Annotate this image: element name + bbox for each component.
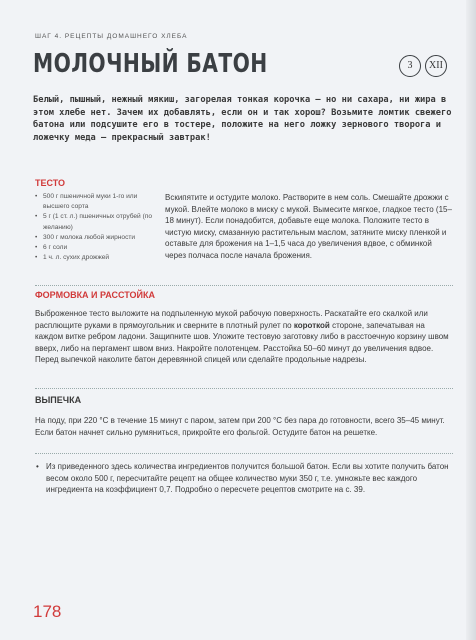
list-item: • 6 г соли [35, 243, 155, 253]
recipe-title: МОЛОЧНЫЙ БАТОН [33, 49, 268, 79]
difficulty-badge: 3 [399, 55, 421, 77]
dough-heading: ТЕСТО [35, 178, 66, 188]
ingredient-list [35, 192, 155, 263]
page-number: 178 [33, 602, 62, 621]
baking-heading: ВЫПЕЧКА [35, 395, 82, 405]
shaping-text: Выброженное тесто выложите на подпыленную мукой рабочую поверхность. Раскатайте его скалкой или расплющите руками в прямоугольник и сверните в плотный рулет по короткой стороне, запечатывая на каждом витке ребром ладони. Защипните шов. Уложите тестовую заготовку либо в расстоечную корзину швом вверх, либо на пергамент швом вниз. Накройте полотенцем. Расстойка 50–60 минут до увеличения вдвое. Перед выпечкой наколите батон деревянной спицей или сделайте продольные надрезы. [35, 309, 449, 365]
list-item: • 500 г пшеничной муки 1-го или высшего сорта [35, 192, 155, 212]
chapter-badge: XII [425, 55, 447, 77]
emphasis-text: короткой [293, 320, 330, 330]
page-fold-shadow [466, 0, 476, 640]
section-divider [35, 388, 453, 389]
note-text: Из приведенного здесь количества ингредиентов получится большой батон. Если вы хотите получить батон весом около 500 г, пересчитайте рецепт на общее количество муки 350 г, т.е. умножьте вес каждого ингредиента на коэффициент 0,7. Подробно о пересчете рецептов смотрите на с. 39. [46, 462, 449, 495]
dough-text: Вскипятите и остудите молоко. Растворите в нем соль. Смешайте дрожжи с мукой. Влейте молоко в миску с мукой. Вымесите мягкое, гладкое тесто (15–18 минут). Если понадобится, добавьте еще молока. Положите тесто в чистую миску, смазанную растительным маслом, затяните миску пленкой и оставьте для брожения на 1–1,5 часа до увеличения вдвое, с обминкой через полчаса после начала брожения. [165, 193, 452, 260]
list-item: • 300 г молока любой жирности [35, 233, 155, 243]
list-item: • 5 г (1 ст. л.) пшеничных отрубей (по желанию) [35, 212, 155, 232]
list-item: • 1 ч. л. сухих дрожжей [35, 253, 155, 263]
bullet-icon: • [36, 462, 39, 471]
intro-text: Белый, пышный, нежный мякиш, загорелая тонкая корочка — но ни сахара, ни жира в этом хлебе нет. Зачем их добавлять, если он и так хорош? Возьмите ломтик свежего батона или подсушите его в тостере, положите на него ложку зернового творога и ложечку меда — прекрасный завтрак! [33, 95, 452, 144]
shaping-heading: ФОРМОВКА И РАССТОЙКА [35, 290, 156, 300]
baking-text: На поду, при 220 °С в течение 15 минут с паром, затем при 200 °С без пара до готовности, всего 35–45 минут. Если батон начнет сильно румяниться, прикройте его фольгой. Остудите батон на решетке. [35, 416, 445, 437]
section-divider [35, 285, 453, 286]
section-divider [35, 453, 453, 454]
step-header: ШАГ 4. РЕЦЕПТЫ ДОМАШНЕГО ХЛЕБА [35, 33, 188, 40]
